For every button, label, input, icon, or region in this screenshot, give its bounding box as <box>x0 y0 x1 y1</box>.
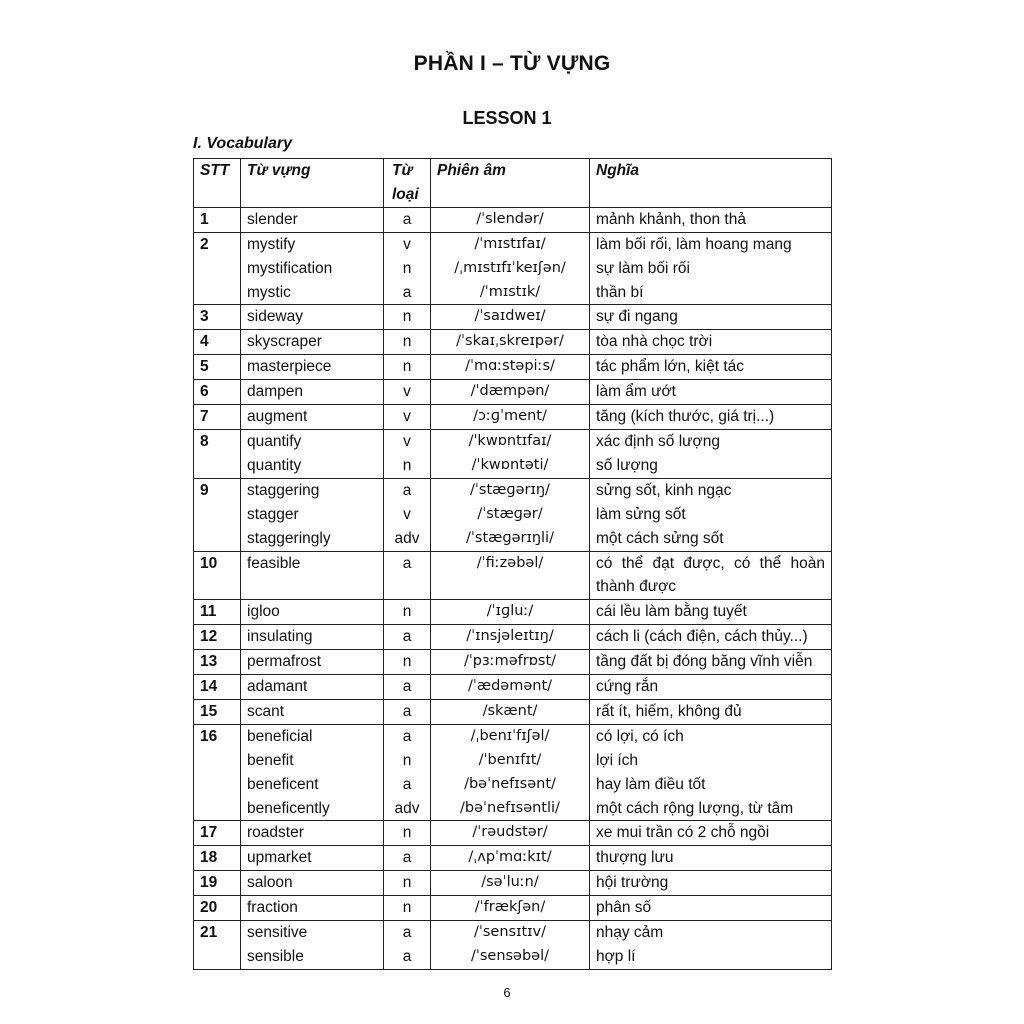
vocabulary-table <box>193 158 832 970</box>
pronunciation: /ˈsensəbəl/ <box>470 948 550 964</box>
row-number: 19 <box>194 871 241 896</box>
meaning: tăng (kích thước, giá trị...) <box>596 408 775 426</box>
vocab-word: slender <box>247 210 298 228</box>
part-of-speech: a <box>402 628 412 646</box>
pronunciation-cell <box>431 896 590 921</box>
meaning: số lượng <box>596 456 658 474</box>
meaning-cell <box>590 380 832 405</box>
row-number: 6 <box>194 380 241 405</box>
vocab-word: roadster <box>247 824 304 842</box>
pronunciation: /ˈmɪstɪfaɪ/ <box>474 235 546 252</box>
part-of-speech: n <box>402 358 412 376</box>
pronunciation-cell <box>431 330 590 355</box>
pronunciation: /ˈfiːzəbəl/ <box>476 554 544 571</box>
row-number: 8 <box>194 429 241 478</box>
part-of-speech-cell <box>384 478 431 551</box>
part-of-speech: n <box>402 456 412 474</box>
vocab-word-cell <box>241 724 384 821</box>
column-header-ipa: Phiên âm <box>431 159 590 208</box>
pronunciation: /ˌbenɪˈfɪʃəl/ <box>470 727 550 744</box>
meaning: nhạy cảm <box>596 924 664 942</box>
part-of-speech: n <box>402 333 412 351</box>
part-of-speech-cell <box>384 232 431 305</box>
column-header-word: Từ vựng <box>241 159 384 208</box>
pronunciation: /ˈmɪstɪk/ <box>479 283 541 300</box>
table-row <box>194 355 832 380</box>
vocab-word-cell <box>241 675 384 700</box>
part-of-speech: a <box>402 924 412 942</box>
part-of-speech: n <box>402 259 412 277</box>
part-of-speech-cell <box>384 600 431 625</box>
row-number: 11 <box>194 600 241 625</box>
part-of-speech: n <box>402 751 412 769</box>
vocab-word-cell <box>241 921 384 970</box>
part-of-speech-cell <box>384 650 431 675</box>
vocab-word-cell <box>241 821 384 846</box>
row-number: 13 <box>194 650 241 675</box>
meaning-cell <box>590 699 832 724</box>
pronunciation: /ˈsensɪtɪv/ <box>473 924 547 941</box>
pronunciation: /ˈɪɡluː/ <box>486 603 534 620</box>
table-row <box>194 896 832 921</box>
vocab-word: mystify <box>247 235 296 253</box>
meaning-cell <box>590 478 832 551</box>
meaning-cell <box>590 846 832 871</box>
pronunciation-cell <box>431 380 590 405</box>
row-number: 12 <box>194 625 241 650</box>
part-of-speech: n <box>402 308 412 326</box>
vocab-word-cell <box>241 871 384 896</box>
row-number: 5 <box>194 355 241 380</box>
meaning: sửng sốt, kinh ngạc <box>596 481 732 499</box>
meaning-cell <box>590 551 832 600</box>
vocab-word: mystification <box>247 259 333 277</box>
vocab-word-cell <box>241 305 384 330</box>
part-of-speech: n <box>402 653 412 671</box>
meaning: phân số <box>596 899 652 917</box>
column-header-meaning: Nghĩa <box>590 159 832 208</box>
part-of-speech-cell <box>384 429 431 478</box>
vocab-word: scant <box>247 702 285 720</box>
pronunciation: /ˈkwɒntɪfaɪ/ <box>468 432 552 449</box>
meaning: sự đi ngang <box>596 308 678 326</box>
table-body <box>194 207 832 969</box>
part-of-speech-cell <box>384 405 431 430</box>
pronunciation: /ˈkwɒntəti/ <box>471 456 549 473</box>
meaning-cell <box>590 232 832 305</box>
part-of-speech: v <box>403 383 411 401</box>
vocab-word-cell <box>241 330 384 355</box>
meaning-cell <box>590 600 832 625</box>
vocab-word: insulating <box>247 628 313 646</box>
pronunciation: /bəˈnefɪsənt/ <box>464 775 556 792</box>
table-row <box>194 650 832 675</box>
table-row <box>194 232 832 305</box>
pronunciation: /ˈsaɪdweɪ/ <box>474 308 546 325</box>
table-row <box>194 380 832 405</box>
vocab-word-cell <box>241 699 384 724</box>
part-of-speech: a <box>402 849 412 867</box>
pronunciation: /ˈdæmpən/ <box>470 383 550 400</box>
row-number: 15 <box>194 699 241 724</box>
pronunciation-cell <box>431 478 590 551</box>
vocab-word: sensitive <box>247 924 308 942</box>
meaning-cell <box>590 675 832 700</box>
pronunciation: /səˈluːn/ <box>481 874 539 891</box>
part-of-speech: a <box>402 702 412 720</box>
vocab-word: beneficial <box>247 727 313 745</box>
meaning-cell <box>590 330 832 355</box>
meaning: tác phẩm lớn, kiệt tác <box>596 358 745 376</box>
meaning: có lợi, có ích <box>596 727 684 745</box>
meaning: làm ẩm ướt <box>596 383 676 401</box>
part-of-speech: n <box>402 603 412 621</box>
part-of-speech: a <box>402 481 412 499</box>
vocab-word-cell <box>241 600 384 625</box>
row-number: 3 <box>194 305 241 330</box>
section-heading: I. Vocabulary <box>193 135 292 152</box>
table-row <box>194 699 832 724</box>
vocab-word: sensible <box>247 948 304 965</box>
part-of-speech-cell <box>384 821 431 846</box>
meaning-cell <box>590 405 832 430</box>
part-of-speech-cell <box>384 871 431 896</box>
pronunciation-cell <box>431 821 590 846</box>
column-header-pos-line2: loại <box>392 185 419 203</box>
table-header-row <box>194 159 832 208</box>
vocab-word: permafrost <box>247 653 322 671</box>
vocab-word: quantity <box>247 456 302 474</box>
vocab-word-cell <box>241 478 384 551</box>
vocab-word: staggeringly <box>247 529 331 547</box>
meaning-cell <box>590 871 832 896</box>
meaning: cứng rắn <box>596 678 659 696</box>
table-row <box>194 330 832 355</box>
table-row <box>194 207 832 232</box>
vocab-word: staggering <box>247 481 320 499</box>
meaning-cell <box>590 821 832 846</box>
pronunciation-cell <box>431 355 590 380</box>
meaning-cell <box>590 724 832 821</box>
row-number: 17 <box>194 821 241 846</box>
pronunciation-cell <box>431 650 590 675</box>
part-of-speech-cell <box>384 724 431 821</box>
meaning: lợi ích <box>596 751 639 769</box>
column-header-pos-line1: Từ <box>392 162 413 179</box>
part-of-speech-cell <box>384 330 431 355</box>
table-row <box>194 305 832 330</box>
vocab-word-cell <box>241 896 384 921</box>
pronunciation: /ˈpɜːməfrɒst/ <box>463 653 557 670</box>
vocab-word: feasible <box>247 554 301 572</box>
pronunciation-cell <box>431 724 590 821</box>
vocab-word: saloon <box>247 874 293 892</box>
vocab-word: masterpiece <box>247 358 332 376</box>
pronunciation: /ˈfrækʃən/ <box>474 899 546 916</box>
pronunciation: /ˈstæɡərɪŋli/ <box>466 529 554 546</box>
table-row <box>194 675 832 700</box>
table-row <box>194 405 832 430</box>
vocab-word-cell <box>241 551 384 600</box>
meaning: xác định số lượng <box>596 432 720 450</box>
pronunciation-cell <box>431 405 590 430</box>
part-of-speech: a <box>402 283 412 301</box>
vocab-word-cell <box>241 355 384 380</box>
pronunciation-cell <box>431 699 590 724</box>
pronunciation-cell <box>431 551 590 600</box>
table-row <box>194 429 832 478</box>
vocab-word: beneficently <box>247 799 330 817</box>
vocab-word-cell <box>241 405 384 430</box>
pronunciation: /bəˈnefɪsəntli/ <box>460 799 560 816</box>
part-of-speech-cell <box>384 699 431 724</box>
part-of-speech: n <box>402 874 412 892</box>
vocab-word-cell <box>241 207 384 232</box>
row-number: 9 <box>194 478 241 551</box>
pronunciation: /ˈstæɡərɪŋ/ <box>470 481 550 498</box>
part-of-speech: a <box>402 727 412 745</box>
pronunciation-cell <box>431 600 590 625</box>
meaning: xe mui trần có 2 chỗ ngồi <box>596 824 770 842</box>
row-number: 2 <box>194 232 241 305</box>
table-row <box>194 478 832 551</box>
pronunciation: /ˈslendər/ <box>476 210 544 227</box>
page-title: PHẦN I – TỪ VỰNG <box>413 52 611 75</box>
table-row <box>194 871 832 896</box>
part-of-speech: adv <box>394 529 420 547</box>
meaning: hội trường <box>596 874 669 892</box>
meaning-cell <box>590 896 832 921</box>
meaning: rất ít, hiếm, không đủ <box>596 702 742 720</box>
meaning: sự làm bối rối <box>596 259 690 277</box>
vocab-word: fraction <box>247 899 298 917</box>
pronunciation: /ˈskaɪˌskreɪpər/ <box>456 333 564 350</box>
part-of-speech: a <box>402 554 412 572</box>
vocab-word: mystic <box>247 283 291 301</box>
meaning: một cách sửng sốt <box>596 529 724 547</box>
row-number: 16 <box>194 724 241 821</box>
vocab-word-cell <box>241 380 384 405</box>
table-row <box>194 625 832 650</box>
pronunciation: /skænt/ <box>482 702 538 719</box>
page-number: 6 <box>503 985 511 1000</box>
pronunciation: /ˈɪnsjəleɪtɪŋ/ <box>466 628 554 645</box>
table-row <box>194 846 832 871</box>
part-of-speech: n <box>402 824 412 842</box>
vocab-word: beneficent <box>247 775 319 793</box>
part-of-speech: v <box>403 505 411 523</box>
row-number: 4 <box>194 330 241 355</box>
table-row <box>194 551 832 600</box>
meaning-cell <box>590 207 832 232</box>
part-of-speech-cell <box>384 355 431 380</box>
row-number: 20 <box>194 896 241 921</box>
column-header-stt: STT <box>194 159 241 208</box>
vocab-word: benefit <box>247 751 294 769</box>
vocab-word: dampen <box>247 383 304 401</box>
meaning: mảnh khảnh, thon thả <box>596 210 746 228</box>
meaning: thần bí <box>596 283 644 301</box>
pronunciation-cell <box>431 429 590 478</box>
vocab-word: skyscraper <box>247 333 322 351</box>
pronunciation: /ɔːɡˈment/ <box>473 408 547 425</box>
vocab-word-cell <box>241 232 384 305</box>
part-of-speech: v <box>403 408 411 426</box>
vocab-word: sideway <box>247 308 303 326</box>
part-of-speech-cell <box>384 921 431 970</box>
vocab-word: augment <box>247 408 308 426</box>
part-of-speech-cell <box>384 380 431 405</box>
vocab-word-cell <box>241 846 384 871</box>
part-of-speech: a <box>402 678 412 696</box>
meaning-cell <box>590 650 832 675</box>
meaning-cell <box>590 429 832 478</box>
part-of-speech-cell <box>384 625 431 650</box>
lesson-heading: LESSON 1 <box>462 108 552 128</box>
meaning-cell <box>590 625 832 650</box>
meaning: tầng đất bị đóng băng vĩnh viễn <box>596 653 813 671</box>
part-of-speech-cell <box>384 846 431 871</box>
part-of-speech: adv <box>394 799 420 817</box>
vocab-word: igloo <box>247 603 280 621</box>
row-number: 1 <box>194 207 241 232</box>
pronunciation: /ˈædəmənt/ <box>467 678 553 695</box>
part-of-speech-cell <box>384 675 431 700</box>
column-header-pos <box>384 159 431 208</box>
meaning: hay làm điều tốt <box>596 775 706 793</box>
vocab-word: quantify <box>247 432 302 450</box>
vocab-word: upmarket <box>247 849 312 867</box>
meaning: làm bối rối, làm hoang mang <box>596 235 792 253</box>
part-of-speech: v <box>403 235 411 253</box>
part-of-speech-cell <box>384 207 431 232</box>
part-of-speech-cell <box>384 305 431 330</box>
pronunciation: /ˌmɪstɪfɪˈkeɪʃən/ <box>454 259 566 276</box>
table-row <box>194 724 832 821</box>
meaning: hợp lí <box>596 948 636 965</box>
pronunciation: /ˌʌpˈmɑːkɪt/ <box>468 849 552 866</box>
vocab-word-cell <box>241 650 384 675</box>
vocab-word: stagger <box>247 505 299 523</box>
pronunciation-cell <box>431 871 590 896</box>
part-of-speech: v <box>403 432 411 450</box>
pronunciation: /ˈmɑːstəpiːs/ <box>465 358 555 375</box>
table-row <box>194 600 832 625</box>
meaning-cell <box>590 305 832 330</box>
pronunciation-cell <box>431 846 590 871</box>
part-of-speech: a <box>402 210 412 228</box>
row-number: 7 <box>194 405 241 430</box>
meaning-cell <box>590 355 832 380</box>
pronunciation: /ˈrəudstər/ <box>472 824 548 841</box>
meaning-cell <box>590 921 832 970</box>
part-of-speech: a <box>402 775 412 793</box>
meaning: một cách rộng lượng, từ tâm <box>596 799 794 817</box>
pronunciation-cell <box>431 921 590 970</box>
meaning: có thể đạt được, có thể hoàn thành được <box>596 554 825 596</box>
part-of-speech-cell <box>384 896 431 921</box>
pronunciation-cell <box>431 625 590 650</box>
vocab-word-cell <box>241 429 384 478</box>
part-of-speech-cell <box>384 551 431 600</box>
row-number: 10 <box>194 551 241 600</box>
pronunciation: /ˈbenɪfɪt/ <box>478 751 542 768</box>
row-number: 14 <box>194 675 241 700</box>
vocab-word: adamant <box>247 678 308 696</box>
table-row <box>194 921 832 970</box>
pronunciation-cell <box>431 305 590 330</box>
meaning: cách li (cách điện, cách thủy...) <box>596 628 808 646</box>
meaning: làm sửng sốt <box>596 505 686 523</box>
meaning: thượng lưu <box>596 849 674 867</box>
vocab-word-cell <box>241 625 384 650</box>
pronunciation-cell <box>431 232 590 305</box>
meaning: cái lều làm bằng tuyết <box>596 603 747 621</box>
part-of-speech: a <box>402 948 412 965</box>
part-of-speech: n <box>402 899 412 917</box>
pronunciation-cell <box>431 207 590 232</box>
row-number: 21 <box>194 921 241 970</box>
table-row <box>194 821 832 846</box>
meaning: tòa nhà chọc trời <box>596 333 713 351</box>
pronunciation: /ˈstæɡər/ <box>477 505 543 522</box>
row-number: 18 <box>194 846 241 871</box>
pronunciation-cell <box>431 675 590 700</box>
